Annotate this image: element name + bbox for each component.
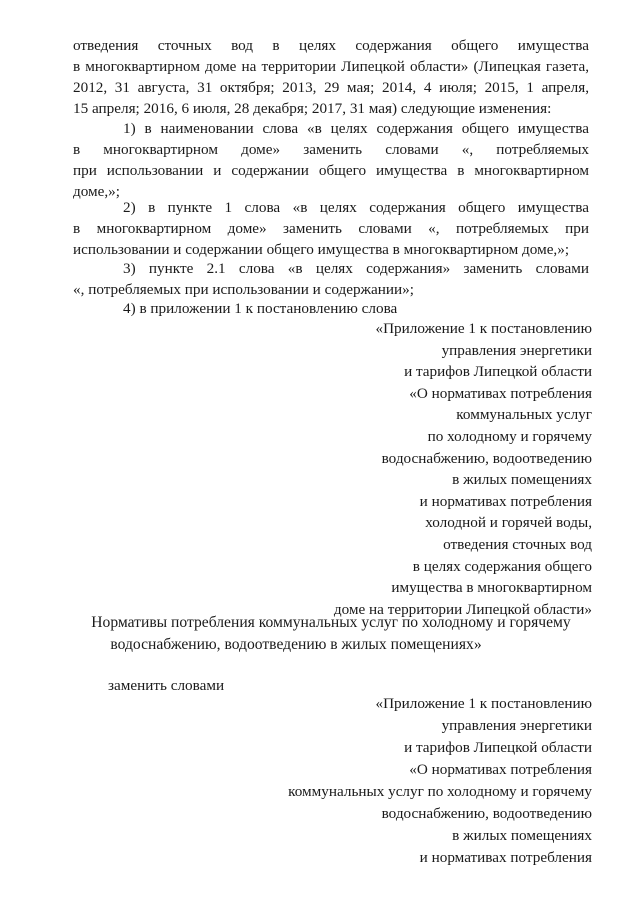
replace-with-label: заменить словами — [108, 677, 225, 694]
amendment-item-1 — [73, 118, 589, 202]
annex-line: коммунальных услуг — [456, 406, 592, 424]
annex-line: водоснабжению, водоотведению — [381, 449, 592, 467]
item-line: 4) в приложении 1 к постановлению слова — [123, 300, 398, 317]
item-line: 3) пункте 2.1 слова «в целях содержания» заменить словами — [123, 260, 589, 277]
annex-line: «Приложение 1 к постановлению — [375, 695, 592, 712]
intro-line: 15 апреля; 2016, 6 июля, 28 декабря; 2017, 31 мая) следующие изменения: — [73, 100, 552, 117]
amendment-item-3 — [73, 258, 589, 300]
annex-line: коммунальных услуг по холодному и горячему — [288, 783, 592, 800]
item-line: 1) в наименовании слова «в целях содержания общего имущества — [123, 120, 589, 137]
amendment-item-4 — [73, 298, 589, 319]
intro-paragraph — [73, 35, 589, 119]
annex-line: «О нормативах потребления — [409, 761, 592, 778]
annex-line: холодной и горячей воды, — [425, 514, 592, 532]
annex-new-block — [172, 693, 592, 869]
annex-line: по холодному и горячему — [427, 427, 592, 445]
annex-line: в целях содержания общего — [412, 557, 592, 575]
intro-line: в многоквартирном доме на территории Липецкой области» (Липецкая газета, — [73, 58, 589, 75]
annex-line: «О нормативах потребления — [409, 384, 592, 402]
item-line: доме,»; — [73, 183, 120, 200]
item-line: в многоквартирном доме» заменить словами «, потребляемых — [73, 141, 589, 158]
item-line: в многоквартирном доме» заменить словами «, потребляемых при — [73, 220, 589, 237]
item-line: при использовании и содержании общего имущества в многоквартирном — [73, 162, 589, 179]
item-line: «, потребляемых при использовании и содержании»; — [73, 281, 414, 298]
annex-line: управления энергетики — [441, 717, 592, 734]
amendment-item-2 — [73, 197, 589, 260]
annex-line: в жилых помещениях — [452, 471, 592, 489]
annex-line: и нормативах потребления — [419, 849, 592, 866]
annex-line: и нормативах потребления — [419, 492, 592, 510]
item-line: использовании и содержании общего имущества в многоквартирном доме,»; — [73, 241, 570, 258]
annex-line: водоснабжению, водоотведению — [381, 805, 592, 822]
intro-line: 2012, 31 августа, 31 октября; 2013, 29 мая; 2014, 4 июля; 2015, 1 апреля, — [73, 79, 589, 96]
norms-heading — [73, 612, 589, 656]
annex-line: отведения сточных вод — [443, 535, 592, 553]
annex-line: управления энергетики — [441, 341, 592, 359]
annex-line: «Приложение 1 к постановлению — [375, 320, 592, 337]
intro-line: отведения сточных вод в целях содержания общего имущества — [73, 37, 589, 54]
annex-line: в жилых помещениях — [452, 827, 592, 844]
heading-line: водоснабжению, водоотведению в жилых помещениях» — [110, 636, 482, 653]
annex-old-block — [232, 318, 592, 620]
annex-line: имущества в многоквартирном — [391, 579, 592, 597]
item-line: 2) в пункте 1 слова «в целях содержания общего имущества — [123, 199, 589, 216]
annex-line: и тарифов Липецкой области — [404, 739, 592, 756]
annex-line: и тарифов Липецкой области — [404, 363, 592, 381]
heading-line: Нормативы потребления коммунальных услуг по холодному и горячему — [91, 614, 571, 631]
annex-line: доме на территории Липецкой области» — [333, 600, 592, 618]
